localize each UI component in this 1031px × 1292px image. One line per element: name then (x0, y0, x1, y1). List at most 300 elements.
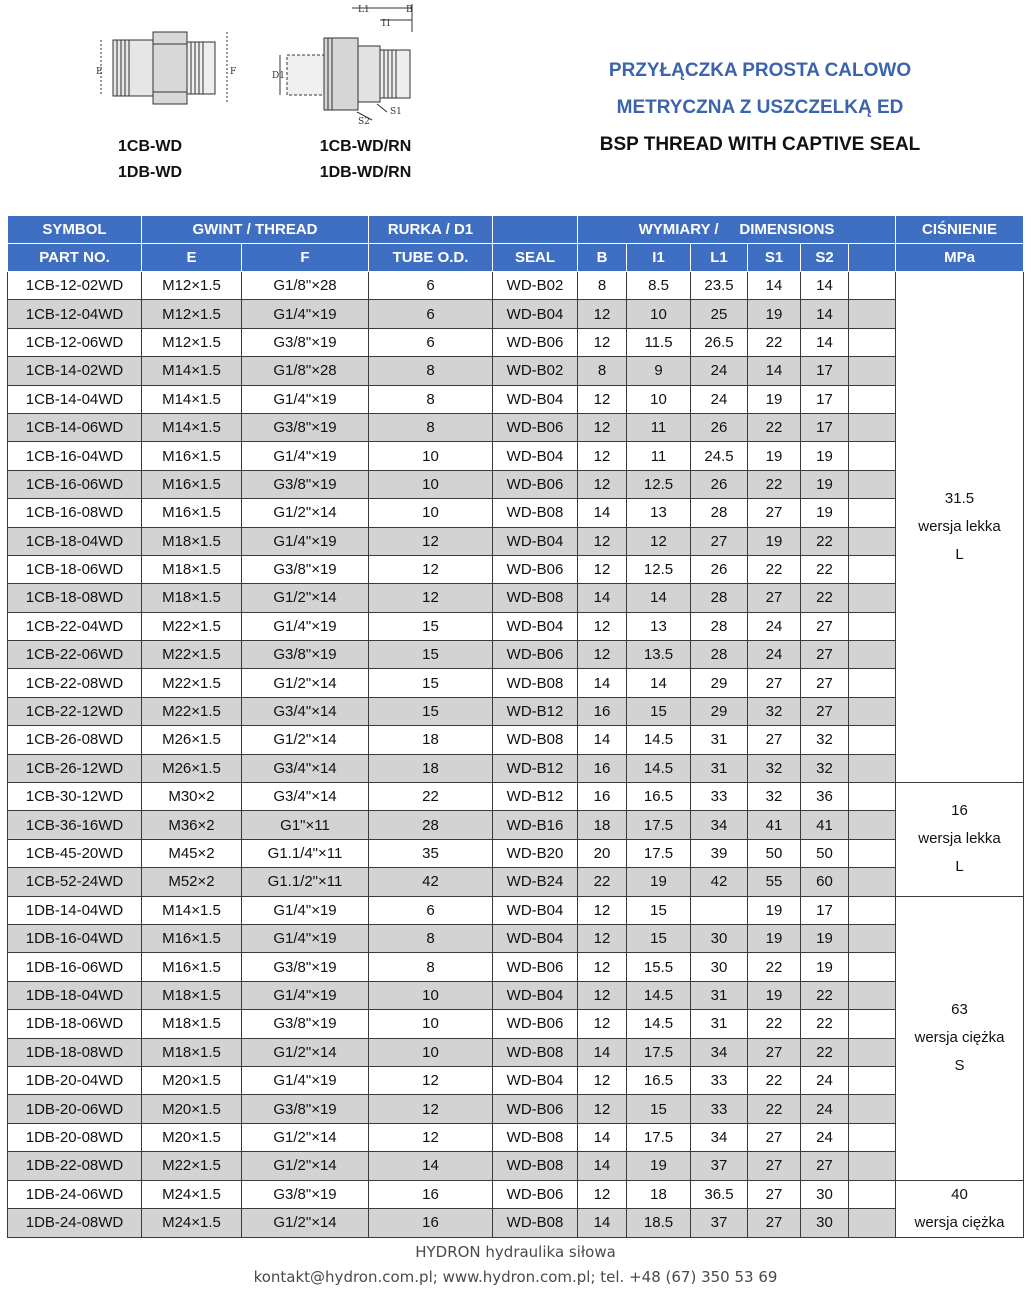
cell-part-no: 1DB-24-08WD (8, 1209, 142, 1238)
table-row (8, 385, 1024, 413)
cell-part-no: 1CB-18-08WD (8, 584, 142, 612)
cell-dim-b: 22 (578, 868, 627, 896)
cell-thread-f: G1/8"×28 (242, 272, 369, 300)
cell-dim-b: 12 (578, 470, 627, 498)
cell-tube-od: 42 (369, 868, 493, 896)
cell-dim-s2: 19 (801, 953, 849, 981)
cell-part-no: 1CB-12-04WD (8, 300, 142, 328)
cell-dim-l1-small: 14.5 (627, 726, 691, 754)
cell-thread-e: M30×2 (142, 783, 242, 811)
cell-dim-b: 14 (578, 584, 627, 612)
dim-f-label: F (230, 67, 237, 77)
cell-dim-l1-small: 9 (627, 357, 691, 385)
cell-dim-l1: 28 (691, 499, 748, 527)
pressure-line: L (955, 858, 964, 876)
cell-dim-b: 12 (578, 1066, 627, 1094)
cell-dim-l1-small: 10 (627, 385, 691, 413)
pressure-line: wersja lekka (918, 518, 1001, 536)
cell-dim-s2: 27 (801, 697, 849, 725)
cell-dim-s2: 50 (801, 839, 849, 867)
header-dimensions (578, 216, 896, 244)
cell-part-no: 1CB-22-12WD (8, 697, 142, 725)
cell-part-no: 1CB-30-12WD (8, 783, 142, 811)
table-row (8, 470, 1024, 498)
cell-dim-l1: 31 (691, 1010, 748, 1038)
footer-contact: kontakt@hydron.com.pl; www.hydron.com.pl; tel. +48 (67) 350 53 69 (253, 1268, 778, 1286)
cell-dim-l1: 33 (691, 1095, 748, 1123)
cell-thread-e: M22×1.5 (142, 641, 242, 669)
cell-seal: WD-B06 (493, 555, 578, 583)
cell-dim-s1: 27 (748, 1123, 801, 1151)
cell-tube-od: 10 (369, 1010, 493, 1038)
cell-dim-s2: 27 (801, 669, 849, 697)
cell-dim-l1: 27 (691, 527, 748, 555)
cell-extra (849, 1209, 896, 1238)
cell-dim-l1: 26 (691, 555, 748, 583)
header-e: E (142, 244, 242, 272)
title-line-3: BSP THREAD WITH CAPTIVE SEAL (599, 134, 921, 155)
cell-dim-s1: 27 (748, 499, 801, 527)
cell-thread-f: G1/2"×14 (242, 584, 369, 612)
cell-dim-b: 12 (578, 413, 627, 441)
header-unit: MPa (896, 244, 1024, 272)
table-row (8, 981, 1024, 1009)
label-1cb-wd: 1CB-WD (118, 138, 182, 155)
header-f: F (242, 244, 369, 272)
cell-part-no: 1DB-24-06WD (8, 1180, 142, 1209)
cell-dim-b: 18 (578, 811, 627, 839)
cell-thread-e: M18×1.5 (142, 1010, 242, 1038)
table-row (8, 1038, 1024, 1066)
cell-dim-l1-small: 18.5 (627, 1209, 691, 1238)
cell-dim-l1-small: 15 (627, 924, 691, 952)
cell-dim-s1: 50 (748, 839, 801, 867)
cell-dim-b: 8 (578, 272, 627, 300)
table-row (8, 1123, 1024, 1151)
cell-seal: WD-B04 (493, 1066, 578, 1094)
cell-extra (849, 896, 896, 924)
cell-dim-l1-small: 11 (627, 442, 691, 470)
cell-dim-s2: 17 (801, 413, 849, 441)
table-row (8, 1066, 1024, 1094)
cell-dim-b: 12 (578, 981, 627, 1009)
cell-extra (849, 1180, 896, 1209)
dim-l1-label: L1 (358, 5, 370, 15)
pressure-cell (896, 1180, 1024, 1237)
cell-dim-s2: 17 (801, 385, 849, 413)
cell-dim-b: 14 (578, 726, 627, 754)
cell-dim-s1: 27 (748, 669, 801, 697)
cell-thread-f: G1/4"×19 (242, 924, 369, 952)
cell-part-no: 1CB-45-20WD (8, 839, 142, 867)
cell-dim-s1: 22 (748, 953, 801, 981)
cell-dim-l1-small: 17.5 (627, 839, 691, 867)
header-row-bottom (8, 244, 1024, 272)
cell-dim-l1-small: 17.5 (627, 1123, 691, 1151)
cell-part-no: 1CB-18-06WD (8, 555, 142, 583)
cell-seal: WD-B08 (493, 1152, 578, 1180)
cell-seal: WD-B04 (493, 385, 578, 413)
table-row (8, 1152, 1024, 1180)
header-extra-blank (849, 244, 896, 272)
cell-dim-b: 12 (578, 612, 627, 640)
cell-seal: WD-B08 (493, 584, 578, 612)
cell-extra (849, 1038, 896, 1066)
cell-extra (849, 924, 896, 952)
cell-part-no: 1CB-26-08WD (8, 726, 142, 754)
table-row (8, 300, 1024, 328)
cell-seal: WD-B08 (493, 726, 578, 754)
cell-dim-l1: 37 (691, 1152, 748, 1180)
cell-dim-s1: 32 (748, 697, 801, 725)
title-line-1: PRZYŁĄCZKA PROSTA CALOWO (608, 60, 912, 81)
cell-seal: WD-B04 (493, 527, 578, 555)
cell-dim-l1: 34 (691, 1038, 748, 1066)
cell-extra (849, 385, 896, 413)
cell-seal: WD-B06 (493, 1180, 578, 1209)
cell-thread-e: M14×1.5 (142, 385, 242, 413)
cell-thread-f: G1/8"×28 (242, 357, 369, 385)
cell-thread-e: M24×1.5 (142, 1180, 242, 1209)
table-body (8, 272, 1024, 1238)
cell-dim-s2: 19 (801, 442, 849, 470)
header-dimensions-pl: WYMIARY / (638, 221, 719, 238)
cell-part-no: 1CB-36-16WD (8, 811, 142, 839)
cell-dim-l1: 26 (691, 470, 748, 498)
cell-part-no: 1DB-20-08WD (8, 1123, 142, 1151)
cell-seal: WD-B04 (493, 981, 578, 1009)
cell-tube-od: 15 (369, 612, 493, 640)
cell-thread-f: G1/4"×19 (242, 527, 369, 555)
cell-thread-f: G3/8"×19 (242, 641, 369, 669)
pressure-cell (896, 783, 1024, 897)
cell-dim-l1: 30 (691, 953, 748, 981)
cell-thread-f: G1/4"×19 (242, 442, 369, 470)
cell-thread-e: M18×1.5 (142, 584, 242, 612)
cell-extra (849, 272, 896, 300)
cell-thread-e: M36×2 (142, 811, 242, 839)
label-1cb-wd-rn: 1CB-WD/RN (319, 138, 412, 155)
cell-thread-f: G3/8"×19 (242, 470, 369, 498)
cell-dim-s1: 27 (748, 1180, 801, 1209)
cell-dim-l1-small: 14 (627, 669, 691, 697)
cell-thread-e: M16×1.5 (142, 442, 242, 470)
drawing-label-wd (90, 134, 210, 186)
cell-thread-f: G1/4"×19 (242, 612, 369, 640)
cell-seal: WD-B08 (493, 669, 578, 697)
cell-thread-f: G3/4"×14 (242, 697, 369, 725)
cell-dim-b: 12 (578, 1095, 627, 1123)
cell-part-no: 1CB-16-04WD (8, 442, 142, 470)
cell-tube-od: 12 (369, 555, 493, 583)
dim-s1-label: S1 (390, 107, 402, 117)
cell-thread-f: G1/4"×19 (242, 300, 369, 328)
cell-dim-b: 12 (578, 555, 627, 583)
cell-part-no: 1CB-16-08WD (8, 499, 142, 527)
cell-seal: WD-B06 (493, 328, 578, 356)
cell-dim-l1-small: 15 (627, 1095, 691, 1123)
cell-dim-s2: 27 (801, 1152, 849, 1180)
cell-dim-b: 12 (578, 527, 627, 555)
cell-thread-e: M45×2 (142, 839, 242, 867)
cell-thread-f: G1.1/2"×11 (242, 868, 369, 896)
cell-seal: WD-B06 (493, 1010, 578, 1038)
table-row (8, 669, 1024, 697)
cell-thread-f: G3/8"×19 (242, 1180, 369, 1209)
table-row (8, 584, 1024, 612)
cell-thread-f: G1/2"×14 (242, 1209, 369, 1238)
pressure-line: wersja ciężka (914, 1213, 1005, 1231)
cell-thread-f: G1.1/4"×11 (242, 839, 369, 867)
cell-dim-l1: 29 (691, 669, 748, 697)
cell-dim-s1: 14 (748, 357, 801, 385)
cell-extra (849, 413, 896, 441)
cell-dim-l1-small: 17.5 (627, 1038, 691, 1066)
header-tube: RURKA / D1 (369, 216, 493, 244)
cell-dim-l1-small: 13.5 (627, 641, 691, 669)
cell-thread-f: G3/8"×19 (242, 1095, 369, 1123)
cell-extra (849, 726, 896, 754)
cell-tube-od: 28 (369, 811, 493, 839)
cell-thread-f: G1/2"×14 (242, 499, 369, 527)
cell-extra (849, 981, 896, 1009)
cell-thread-e: M14×1.5 (142, 413, 242, 441)
table-row (8, 328, 1024, 356)
cell-dim-s1: 32 (748, 754, 801, 782)
cell-dim-b: 12 (578, 385, 627, 413)
cell-part-no: 1DB-18-08WD (8, 1038, 142, 1066)
cell-seal: WD-B08 (493, 1209, 578, 1238)
table-row (8, 924, 1024, 952)
cell-part-no: 1CB-12-02WD (8, 272, 142, 300)
cell-dim-s1: 41 (748, 811, 801, 839)
cell-tube-od: 6 (369, 328, 493, 356)
cell-dim-s1: 19 (748, 981, 801, 1009)
cell-tube-od: 12 (369, 1123, 493, 1151)
cell-tube-od: 8 (369, 385, 493, 413)
cell-dim-s2: 22 (801, 555, 849, 583)
table-row (8, 357, 1024, 385)
cell-dim-b: 12 (578, 641, 627, 669)
table-row (8, 783, 1024, 811)
pressure-line: wersja ciężka (914, 1029, 1005, 1047)
table-row (8, 413, 1024, 441)
cell-seal: WD-B16 (493, 811, 578, 839)
cell-thread-e: M20×1.5 (142, 1066, 242, 1094)
cell-extra (849, 839, 896, 867)
cell-dim-s2: 14 (801, 272, 849, 300)
header-b: B (578, 244, 627, 272)
header-part-no: PART NO. (8, 244, 142, 272)
cell-part-no: 1DB-16-06WD (8, 953, 142, 981)
cell-dim-l1-small: 12 (627, 527, 691, 555)
cell-dim-b: 16 (578, 697, 627, 725)
cell-seal: WD-B12 (493, 754, 578, 782)
cell-dim-b: 20 (578, 839, 627, 867)
cell-dim-s2: 14 (801, 300, 849, 328)
cell-extra (849, 783, 896, 811)
cell-dim-s2: 30 (801, 1209, 849, 1238)
cell-dim-s2: 22 (801, 584, 849, 612)
cell-dim-b: 14 (578, 1152, 627, 1180)
cell-dim-s1: 19 (748, 442, 801, 470)
cell-seal: WD-B04 (493, 924, 578, 952)
cell-dim-b: 14 (578, 669, 627, 697)
cell-dim-s2: 32 (801, 726, 849, 754)
cell-dim-b: 12 (578, 896, 627, 924)
cell-dim-s1: 19 (748, 385, 801, 413)
cell-thread-f: G3/4"×14 (242, 754, 369, 782)
table-row (8, 868, 1024, 896)
cell-part-no: 1DB-18-04WD (8, 981, 142, 1009)
cell-seal: WD-B06 (493, 641, 578, 669)
table-row (8, 442, 1024, 470)
cell-dim-l1: 28 (691, 584, 748, 612)
pressure-cell (896, 272, 1024, 783)
cell-tube-od: 15 (369, 641, 493, 669)
cell-dim-l1-small: 14.5 (627, 981, 691, 1009)
cell-thread-f: G3/8"×19 (242, 328, 369, 356)
cell-dim-b: 8 (578, 357, 627, 385)
cell-thread-f: G3/8"×19 (242, 953, 369, 981)
cell-extra (849, 868, 896, 896)
cell-thread-f: G1/2"×14 (242, 1038, 369, 1066)
cell-dim-l1-small: 15 (627, 697, 691, 725)
pressure-line: 16 (951, 802, 968, 820)
cell-dim-l1-small: 13 (627, 612, 691, 640)
cell-thread-e: M26×1.5 (142, 754, 242, 782)
cell-dim-l1-small: 11 (627, 413, 691, 441)
cell-dim-l1-small: 15 (627, 896, 691, 924)
header-symbol: SYMBOL (8, 216, 142, 244)
cell-dim-l1-small: 18 (627, 1180, 691, 1209)
cell-tube-od: 18 (369, 726, 493, 754)
cell-tube-od: 10 (369, 442, 493, 470)
header-thread: GWINT / THREAD (142, 216, 369, 244)
cell-thread-f: G1/2"×14 (242, 669, 369, 697)
cell-dim-s2: 32 (801, 754, 849, 782)
cell-dim-l1-small: 17.5 (627, 811, 691, 839)
table-row (8, 499, 1024, 527)
cell-thread-e: M20×1.5 (142, 1123, 242, 1151)
dim-b-label: B (406, 5, 413, 15)
cell-dim-b: 12 (578, 953, 627, 981)
cell-dim-s1: 27 (748, 584, 801, 612)
cell-tube-od: 15 (369, 697, 493, 725)
cell-dim-l1: 39 (691, 839, 748, 867)
cell-dim-l1: 28 (691, 612, 748, 640)
cell-thread-e: M12×1.5 (142, 272, 242, 300)
cell-dim-s1: 19 (748, 896, 801, 924)
cell-thread-e: M18×1.5 (142, 1038, 242, 1066)
cell-thread-e: M22×1.5 (142, 1152, 242, 1180)
pressure-cell (896, 896, 1024, 1180)
cell-extra (849, 811, 896, 839)
cell-extra (849, 357, 896, 385)
cell-seal: WD-B02 (493, 272, 578, 300)
cell-thread-f: G1"×11 (242, 811, 369, 839)
footer-company: HYDRON hydraulika siłowa (415, 1243, 616, 1261)
table-row (8, 1209, 1024, 1238)
cell-dim-s1: 27 (748, 1038, 801, 1066)
cell-part-no: 1DB-20-04WD (8, 1066, 142, 1094)
cell-dim-s2: 30 (801, 1180, 849, 1209)
table-row (8, 953, 1024, 981)
cell-dim-l1-small: 12.5 (627, 555, 691, 583)
cell-tube-od: 6 (369, 896, 493, 924)
cell-dim-l1-small: 16.5 (627, 1066, 691, 1094)
header-l1-small: I1 (627, 244, 691, 272)
table-row (8, 555, 1024, 583)
cell-dim-s2: 22 (801, 981, 849, 1009)
cell-dim-s1: 22 (748, 1010, 801, 1038)
cell-dim-l1-small: 19 (627, 868, 691, 896)
cell-tube-od: 12 (369, 1095, 493, 1123)
cell-dim-l1-small: 13 (627, 499, 691, 527)
cell-part-no: 1CB-22-08WD (8, 669, 142, 697)
cell-dim-b: 14 (578, 1209, 627, 1238)
cell-dim-b: 12 (578, 1180, 627, 1209)
header-dimensions-en: DIMENSIONS (739, 221, 835, 238)
label-1db-wd: 1DB-WD (118, 164, 182, 181)
table-row (8, 811, 1024, 839)
cell-dim-l1: 25 (691, 300, 748, 328)
cell-tube-od: 16 (369, 1209, 493, 1238)
cell-dim-s2: 17 (801, 357, 849, 385)
cell-tube-od: 8 (369, 953, 493, 981)
table-row (8, 754, 1024, 782)
cell-dim-l1: 36.5 (691, 1180, 748, 1209)
cell-dim-s2: 14 (801, 328, 849, 356)
cell-dim-s1: 24 (748, 641, 801, 669)
header-s2: S2 (801, 244, 849, 272)
cell-thread-f: G3/4"×14 (242, 783, 369, 811)
cell-dim-s1: 19 (748, 527, 801, 555)
cell-extra (849, 584, 896, 612)
cell-dim-l1: 37 (691, 1209, 748, 1238)
cell-dim-l1: 24.5 (691, 442, 748, 470)
cell-thread-f: G1/2"×14 (242, 1123, 369, 1151)
cell-dim-s2: 17 (801, 896, 849, 924)
document-header (0, 0, 1031, 214)
cell-dim-b: 14 (578, 1123, 627, 1151)
table-row (8, 839, 1024, 867)
cell-dim-s1: 24 (748, 612, 801, 640)
cell-seal: WD-B06 (493, 470, 578, 498)
cell-dim-l1: 24 (691, 385, 748, 413)
cell-part-no: 1DB-22-08WD (8, 1152, 142, 1180)
cell-dim-l1-small: 14 (627, 584, 691, 612)
cell-extra (849, 641, 896, 669)
cell-dim-s1: 22 (748, 413, 801, 441)
table-row (8, 1095, 1024, 1123)
cell-part-no: 1CB-26-12WD (8, 754, 142, 782)
cell-thread-f: G1/4"×19 (242, 385, 369, 413)
cell-dim-l1-small: 14.5 (627, 1010, 691, 1038)
cell-dim-l1-small: 8.5 (627, 272, 691, 300)
cell-extra (849, 669, 896, 697)
cell-dim-s1: 55 (748, 868, 801, 896)
header-s1: S1 (748, 244, 801, 272)
cell-dim-l1-small: 19 (627, 1152, 691, 1180)
header-row-top (8, 216, 1024, 244)
cell-extra (849, 1152, 896, 1180)
cell-dim-l1: 28 (691, 641, 748, 669)
dim-l1-small-label: I1 (382, 19, 392, 29)
cell-part-no: 1CB-52-24WD (8, 868, 142, 896)
cell-dim-s1: 22 (748, 555, 801, 583)
cell-thread-e: M52×2 (142, 868, 242, 896)
